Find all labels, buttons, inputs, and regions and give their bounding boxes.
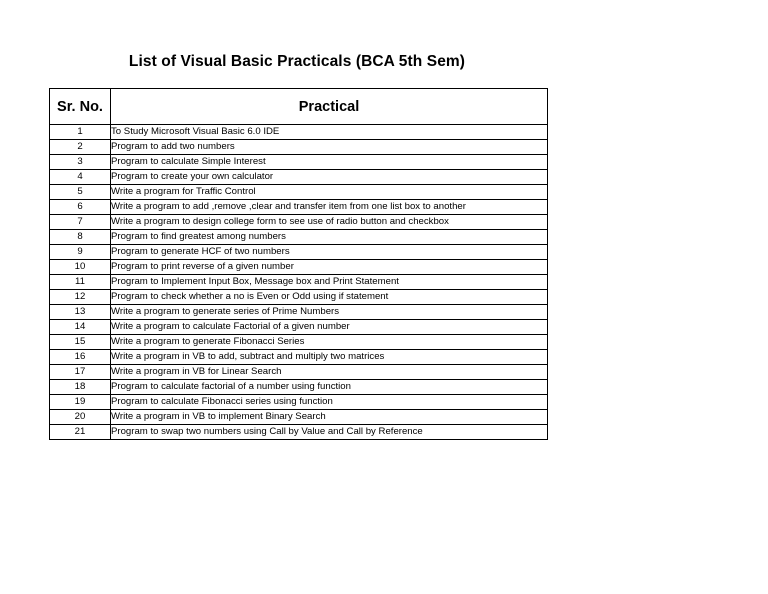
table-row <box>50 380 548 395</box>
cell-sr-no: 18 <box>50 380 111 395</box>
table-row <box>50 245 548 260</box>
table-row <box>50 185 548 200</box>
cell-sr-no: 3 <box>50 155 111 170</box>
header-practical: Practical <box>111 89 548 125</box>
cell-sr-no: 5 <box>50 185 111 200</box>
cell-sr-no: 7 <box>50 215 111 230</box>
table-row <box>50 260 548 275</box>
table-row <box>50 365 548 380</box>
cell-practical: Write a program to generate Fibonacci Series <box>111 335 548 350</box>
cell-sr-no: 8 <box>50 230 111 245</box>
table-row <box>50 170 548 185</box>
cell-practical: Write a program in VB for Linear Search <box>111 365 548 380</box>
cell-sr-no: 16 <box>50 350 111 365</box>
table-row <box>50 350 548 365</box>
cell-practical: Write a program to generate series of Prime Numbers <box>111 305 548 320</box>
cell-practical: Program to swap two numbers using Call by Value and Call by Reference <box>111 425 548 440</box>
cell-practical: Program to add two numbers <box>111 140 548 155</box>
table-row <box>50 275 548 290</box>
table-row <box>50 335 548 350</box>
cell-sr-no: 1 <box>50 125 111 140</box>
cell-sr-no: 12 <box>50 290 111 305</box>
table-row <box>50 125 548 140</box>
cell-sr-no: 19 <box>50 395 111 410</box>
cell-sr-no: 13 <box>50 305 111 320</box>
table-row <box>50 290 548 305</box>
table-row <box>50 410 548 425</box>
cell-practical: Program to calculate Simple Interest <box>111 155 548 170</box>
document-title: List of Visual Basic Practicals (BCA 5th Sem) <box>128 53 466 70</box>
table-row <box>50 230 548 245</box>
cell-sr-no: 9 <box>50 245 111 260</box>
cell-practical: Program to calculate factorial of a number using function <box>111 380 548 395</box>
cell-sr-no: 10 <box>50 260 111 275</box>
cell-practical: Write a program in VB to add, subtract and multiply two matrices <box>111 350 548 365</box>
cell-sr-no: 15 <box>50 335 111 350</box>
table-row <box>50 395 548 410</box>
table-row <box>50 305 548 320</box>
practicals-table <box>49 88 548 440</box>
cell-practical: Write a program in VB to implement Binary Search <box>111 410 548 425</box>
cell-practical: Write a program to calculate Factorial of a given number <box>111 320 548 335</box>
cell-practical: Write a program to add ,remove ,clear and transfer item from one list box to another <box>111 200 548 215</box>
cell-practical: To Study Microsoft Visual Basic 6.0 IDE <box>111 125 548 140</box>
table-row <box>50 200 548 215</box>
cell-sr-no: 21 <box>50 425 111 440</box>
header-sr-no: Sr. No. <box>50 89 111 125</box>
cell-practical: Program to check whether a no is Even or Odd using if statement <box>111 290 548 305</box>
cell-sr-no: 17 <box>50 365 111 380</box>
cell-sr-no: 14 <box>50 320 111 335</box>
table-row <box>50 320 548 335</box>
table-row <box>50 155 548 170</box>
cell-sr-no: 20 <box>50 410 111 425</box>
cell-practical: Program to generate HCF of two numbers <box>111 245 548 260</box>
cell-sr-no: 4 <box>50 170 111 185</box>
table-row <box>50 425 548 440</box>
cell-practical: Program to calculate Fibonacci series using function <box>111 395 548 410</box>
cell-practical: Write a program to design college form to see use of radio button and checkbox <box>111 215 548 230</box>
cell-practical: Program to find greatest among numbers <box>111 230 548 245</box>
cell-practical: Write a program for Traffic Control <box>111 185 548 200</box>
table-header-row <box>50 89 548 125</box>
cell-practical: Program to create your own calculator <box>111 170 548 185</box>
cell-sr-no: 11 <box>50 275 111 290</box>
cell-practical: Program to Implement Input Box, Message box and Print Statement <box>111 275 548 290</box>
cell-sr-no: 6 <box>50 200 111 215</box>
cell-sr-no: 2 <box>50 140 111 155</box>
table-row <box>50 215 548 230</box>
table-row <box>50 140 548 155</box>
cell-practical: Program to print reverse of a given number <box>111 260 548 275</box>
